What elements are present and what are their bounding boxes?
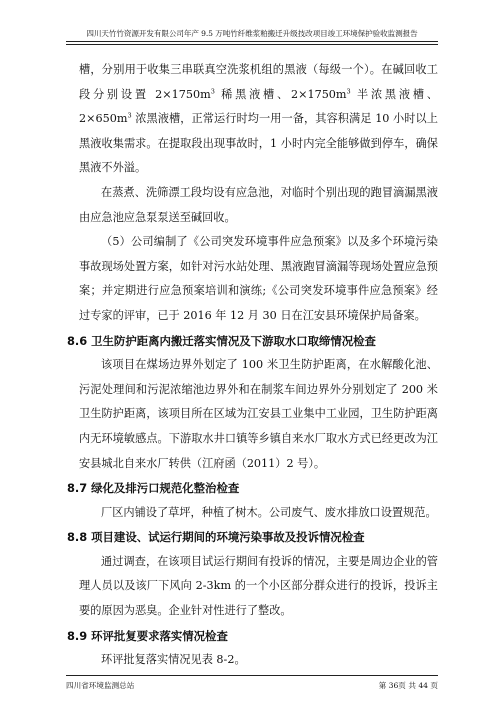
paragraph-complaints: 通过调查，在该项目试运行期间有投诉的情况，主要是周边企业的管理人员以及该厂下风向 2-3km 的一个小区部分群众进行的投诉，投诉主要的原因为恶臭。企业针对性进行了整改。	[79, 554, 438, 618]
paragraph-protection-distance: 该项目在煤场边界外划定了 100 米卫生防护距离，在水解酸化池、污泥处理间和污泥浓缩池边界外和在制浆车间边界外分别划定了 200 米卫生防护距离，该项目所在区域为江安县工业集中工业园，卫生防护距离内无环境敏感点。下游取水井口镇等乡镇自来水厂取水方式已经更改为江安县城北自来水厂转供（江府函（2011）2 号）。	[79, 358, 438, 470]
page-header: 四川天竹竹资源开发有限公司年产 9.5 万吨竹纤维浆粕搬迁升级技改项目竣工环境保护验收监测报告	[86, 29, 418, 38]
paragraph-greening: 厂区内铺设了草坪，种植了树木。公司废气、废水排放口设置规范。	[101, 505, 437, 519]
footer-organization: 四川省环境监测总站	[66, 681, 135, 690]
section-heading-8-9: 8.9 环评批复要求落实情况检查	[67, 628, 228, 643]
footer-rule	[66, 675, 438, 676]
paragraph-black-liquor-tanks: 槽，分别用于收集三串联真空洗浆机组的黑液（每级一个）。在碱回收工段分别设置 $2\times 1750m^3$ 稀黑液槽、$2\times 1750m^3$ 半浓黑液槽、$2\times 650m^3$ 浓黑液槽，正常运行时均一用一备，其容积满足 10 小时以上黑液收集需求。在提取段出现事故时，1 小时内完全能够做到停车，确保黑液不外溢。	[79, 63, 438, 175]
header-rule	[66, 41, 438, 45]
footer-page-number: 第 36页 共 44 页	[378, 681, 438, 690]
page-content	[67, 58, 438, 673]
section-heading-8-7: 8.7 绿化及排污口规范化整治检查	[67, 481, 240, 496]
section-heading-8-8: 8.8 项目建设、试运行期间的环境污染事故及投诉情况检查	[67, 530, 365, 545]
paragraph-table-reference: 环评批复落实情况见表 8-2。	[101, 653, 246, 667]
section-heading-8-6: 8.6 卫生防护距离内搬迁落实情况及下游取水口取缔情况检查	[67, 333, 376, 348]
paragraph-emergency-pool: 在蒸煮、洗筛漂工段均设有应急池，对临时个别出现的跑冒滴漏黑液由应急池应急泵泵送至碱回收。	[79, 185, 438, 224]
paragraph-emergency-plan: （5）公司编制了《公司突发环境事件应急预案》以及多个环境污染事故现场处置方案，如针对污水站处理、黑液跑冒滴漏等现场处置应急预案；并定期进行应急预案培训和演练;《公司突发环境事件应急预案》经过专家的评审，已于 2016 年 12 月 30 日在江安县环境保护局备案。	[79, 235, 438, 322]
